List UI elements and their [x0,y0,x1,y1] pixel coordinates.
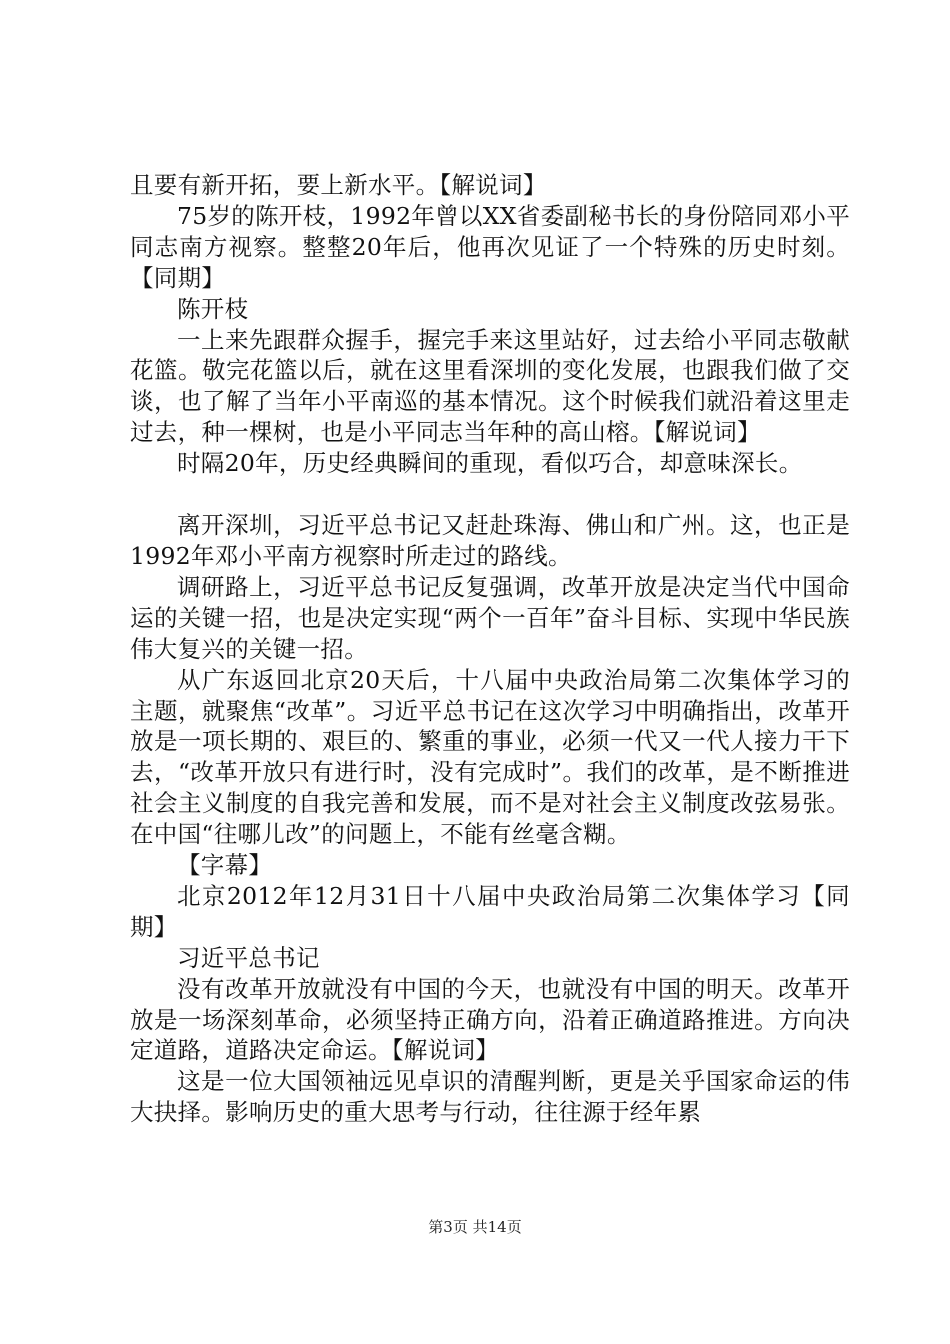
paragraph-5: 离开深圳，习近平总书记又赶赴珠海、佛山和广州。这，也正是1992年邓小平南方视察时所走过的路线。 [130,511,850,570]
paragraph-9: 没有改革开放就没有中国的今天，也就没有中国的明天。改革开放是一场深刻革命，必须坚持正确方向，沿着正确道路推进。方向决定道路，道路决定命运。【解说词】 [130,974,850,1065]
blank-line [130,479,850,510]
paragraph-1: 且要有新开拓，要上新水平。【解说词】 [130,171,547,199]
paragraph-6: 调研路上，习近平总书记反复强调，改革开放是决定当代中国命运的关键一招，也是决定实现“两个一百年”奋斗目标、实现中华民族伟大复兴的关键一招。 [130,572,850,663]
paragraph-2: 75岁的陈开枝，1992年曾以XX省委副秘书长的身份陪同邓小平同志南方视察。整整20年后，他再次见证了一个特殊的历史时刻。【同期】 [130,201,850,292]
paragraph-4: 时隔20年，历史经典瞬间的重现，看似巧合，却意味深长。 [177,449,803,478]
paragraph-8: 北京2012年12月31日十八届中央政治局第二次集体学习【同期】 [130,881,850,941]
page-number-footer: 第3页 共14页 [428,1218,522,1236]
speaker-label: 陈开枝 [177,294,249,323]
paragraph-10: 这是一位大国领袖远见卓识的清醒判断，更是关乎国家命运的伟大抉择。影响历史的重大思考与行动，往往源于经年累 [130,1067,850,1127]
document-body [130,170,850,1128]
speaker-label-2: 习近平总书记 [177,943,320,972]
paragraph-7: 从广东返回北京20天后，十八届中央政治局第二次集体学习的主题，就聚焦“改革”。习近平总书记在这次学习中明确指出，改革开放是一项长期的、艰巨的、繁重的事业，必须一代又一代人接力干下去，“改革开放只有进行时，没有完成时”。我们的改革，是不断推进社会主义制度的自我完善和发展，而不是对社会主义制度改弦易张。在中国“往哪儿改”的问题上，不能有丝毫含糊。 [130,665,850,849]
caption-tag: 【字幕】 [177,851,273,880]
paragraph-3: 一上来先跟群众握手，握完手来这里站好，过去给小平同志敬献花篮。敬完花篮以后，就在这里看深圳的变化发展，也跟我们做了交谈，也了解了当年小平南巡的基本情况。这个时候我们就沿着这里走过去，种一棵树，也是小平同志当年种的高山榕。【解说词】 [130,325,850,447]
